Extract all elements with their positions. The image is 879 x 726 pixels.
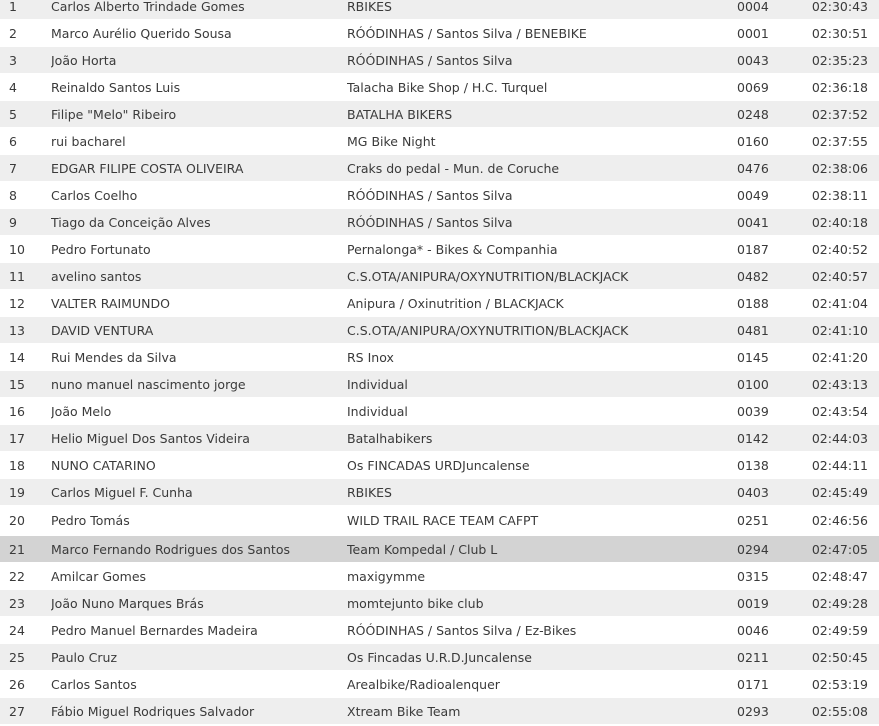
position-cell: 11 [9,268,25,284]
table-row [0,398,879,425]
position-cell: 18 [9,457,25,473]
bib-number-cell: 0187 [737,241,769,257]
rider-name-cell: Amilcar Gomes [51,568,147,584]
rider-name-cell: Pedro Tomás [51,512,130,528]
bib-number-cell: 0049 [737,187,769,203]
rider-name-cell: Marco Fernando Rodrigues dos Santos [51,541,290,557]
bib-number-cell: 0019 [737,595,769,611]
position-cell: 9 [9,214,17,230]
bib-number-cell: 0482 [737,268,769,284]
table-row [0,479,879,506]
position-cell: 4 [9,79,17,95]
position-cell: 5 [9,106,17,122]
rider-name-cell: Tiago da Conceição Alves [51,214,211,230]
table-row [0,506,879,535]
bib-number-cell: 0004 [737,0,769,14]
position-cell: 12 [9,295,25,311]
position-cell: 13 [9,322,25,338]
table-row [0,74,879,101]
position-cell: 8 [9,187,17,203]
finish-time-cell: 02:37:55 [811,133,868,149]
bib-number-cell: 0041 [737,214,769,230]
rider-name-cell: Fábio Miguel Rodriques Salvador [51,703,255,719]
bib-number-cell: 0043 [737,52,769,68]
position-cell: 16 [9,403,25,419]
finish-time-cell: 02:38:11 [811,187,868,203]
team-cell: RBIKES [347,0,392,14]
position-cell: 14 [9,349,25,365]
table-row [0,209,879,236]
rider-name-cell: Filipe "Melo" Ribeiro [51,106,177,122]
table-row [0,101,879,128]
table-row [0,671,879,698]
team-cell: C.S.OTA/ANIPURA/OXYNUTRITION/BLACKJACK [347,268,629,284]
finish-time-cell: 02:36:18 [811,79,868,95]
rider-name-cell: Reinaldo Santos Luis [51,79,181,95]
rider-name-cell: Pedro Manuel Bernardes Madeira [51,622,258,638]
bib-number-cell: 0160 [737,133,769,149]
bib-number-cell: 0403 [737,484,769,500]
finish-time-cell: 02:40:52 [811,241,868,257]
finish-time-cell: 02:43:54 [811,403,868,419]
bib-number-cell: 0315 [737,568,769,584]
position-cell: 26 [9,676,25,692]
position-cell: 20 [9,512,25,528]
team-cell: Anipura / Oxinutrition / BLACKJACK [347,295,564,311]
bib-number-cell: 0248 [737,106,769,122]
team-cell: Os Fincadas U.R.D.Juncalense [347,649,532,665]
team-cell: MG Bike Night [347,133,436,149]
table-row [0,0,879,20]
team-cell: RÓÓDINHAS / Santos Silva / BENEBIKE [347,25,587,41]
rider-name-cell: avelino santos [51,268,142,284]
position-cell: 19 [9,484,25,500]
table-row [0,425,879,452]
table-row [0,317,879,344]
team-cell: WILD TRAIL RACE TEAM CAFPT [347,512,539,528]
table-row [0,20,879,47]
rider-name-cell: NUNO CATARINO [51,457,156,473]
rider-name-cell: João Nuno Marques Brás [51,595,204,611]
rider-name-cell: Carlos Coelho [51,187,138,203]
bib-number-cell: 0481 [737,322,769,338]
table-row [0,452,879,479]
table-row [0,698,879,725]
team-cell: Craks do pedal - Mun. de Coruche [347,160,560,176]
rider-name-cell: nuno manuel nascimento jorge [51,376,246,392]
finish-time-cell: 02:44:11 [811,457,868,473]
team-cell: RÓÓDINHAS / Santos Silva [347,187,513,203]
bib-number-cell: 0138 [737,457,769,473]
team-cell: BATALHA BIKERS [347,106,453,122]
finish-time-cell: 02:44:03 [811,430,868,446]
team-cell: Arealbike/Radioalenquer [347,676,500,692]
bib-number-cell: 0251 [737,512,769,528]
position-cell: 7 [9,160,17,176]
table-row [0,155,879,182]
bib-number-cell: 0001 [737,25,769,41]
finish-time-cell: 02:43:13 [811,376,868,392]
bib-number-cell: 0293 [737,703,769,719]
rider-name-cell: Rui Mendes da Silva [51,349,177,365]
rider-name-cell: EDGAR FILIPE COSTA OLIVEIRA [51,160,244,176]
rider-name-cell: Carlos Alberto Trindade Gomes [51,0,245,14]
team-cell: Team Kompedal / Club L [347,541,498,557]
team-cell: RÓÓDINHAS / Santos Silva [347,52,513,68]
finish-time-cell: 02:48:47 [811,568,868,584]
rider-name-cell: Paulo Cruz [51,649,118,665]
rider-name-cell: DAVID VENTURA [51,322,154,338]
table-row [0,47,879,74]
team-cell: maxigymme [347,568,426,584]
finish-time-cell: 02:30:43 [811,0,868,14]
position-cell: 17 [9,430,25,446]
bib-number-cell: 0294 [737,541,769,557]
table-row [0,590,879,617]
team-cell: RBIKES [347,484,392,500]
rider-name-cell: VALTER RAIMUNDO [51,295,170,311]
finish-time-cell: 02:30:51 [811,25,868,41]
finish-time-cell: 02:53:19 [811,676,868,692]
team-cell: Pernalonga* - Bikes & Companhia [347,241,558,257]
rider-name-cell: Carlos Santos [51,676,137,692]
team-cell: Xtream Bike Team [347,703,461,719]
rider-name-cell: rui bacharel [51,133,126,149]
bib-number-cell: 0069 [737,79,769,95]
team-cell: RÓÓDINHAS / Santos Silva [347,214,513,230]
finish-time-cell: 02:50:45 [811,649,868,665]
finish-time-cell: 02:41:20 [811,349,868,365]
bib-number-cell: 0100 [737,376,769,392]
bib-number-cell: 0039 [737,403,769,419]
finish-time-cell: 02:47:05 [811,541,868,557]
team-cell: momtejunto bike club [347,595,484,611]
position-cell: 21 [9,541,25,557]
finish-time-cell: 02:49:59 [811,622,868,638]
rider-name-cell: João Melo [51,403,112,419]
table-row [0,236,879,263]
bib-number-cell: 0145 [737,349,769,365]
position-cell: 25 [9,649,25,665]
position-cell: 22 [9,568,25,584]
bib-number-cell: 0142 [737,430,769,446]
finish-time-cell: 02:41:04 [811,295,868,311]
finish-time-cell: 02:49:28 [811,595,868,611]
finish-time-cell: 02:37:52 [811,106,868,122]
position-cell: 27 [9,703,25,719]
finish-time-cell: 02:41:10 [811,322,868,338]
position-cell: 1 [9,0,17,14]
position-cell: 24 [9,622,25,638]
bib-number-cell: 0046 [737,622,769,638]
table-row [0,536,879,563]
finish-time-cell: 02:40:18 [811,214,868,230]
team-cell: Talacha Bike Shop / H.C. Turquel [347,79,548,95]
bib-number-cell: 0171 [737,676,769,692]
table-row [0,128,879,155]
position-cell: 2 [9,25,17,41]
team-cell: C.S.OTA/ANIPURA/OXYNUTRITION/BLACKJACK [347,322,629,338]
rider-name-cell: Marco Aurélio Querido Sousa [51,25,232,41]
position-cell: 15 [9,376,25,392]
bib-number-cell: 0476 [737,160,769,176]
team-cell: RS Inox [347,349,394,365]
position-cell: 3 [9,52,17,68]
bib-number-cell: 0211 [737,649,769,665]
table-row [0,371,879,398]
table-row [0,182,879,209]
rider-name-cell: Helio Miguel Dos Santos Videira [51,430,250,446]
rider-name-cell: João Horta [51,52,117,68]
team-cell: RÓÓDINHAS / Santos Silva / Ez-Bikes [347,622,577,638]
finish-time-cell: 02:40:57 [811,268,868,284]
position-cell: 6 [9,133,17,149]
position-cell: 10 [9,241,25,257]
finish-time-cell: 02:45:49 [811,484,868,500]
finish-time-cell: 02:38:06 [811,160,868,176]
rider-name-cell: Pedro Fortunato [51,241,151,257]
table-row [0,644,879,671]
finish-time-cell: 02:55:08 [811,703,868,719]
finish-time-cell: 02:46:56 [811,512,868,528]
bib-number-cell: 0188 [737,295,769,311]
team-cell: Individual [347,376,408,392]
team-cell: Os FINCADAS URDJuncalense [347,457,530,473]
team-cell: Batalhabikers [347,430,433,446]
table-row [0,344,879,371]
table-row [0,263,879,290]
team-cell: Individual [347,403,408,419]
finish-time-cell: 02:35:23 [811,52,868,68]
table-row [0,290,879,317]
table-row [0,617,879,644]
rider-name-cell: Carlos Miguel F. Cunha [51,484,193,500]
table-row [0,563,879,590]
position-cell: 23 [9,595,25,611]
